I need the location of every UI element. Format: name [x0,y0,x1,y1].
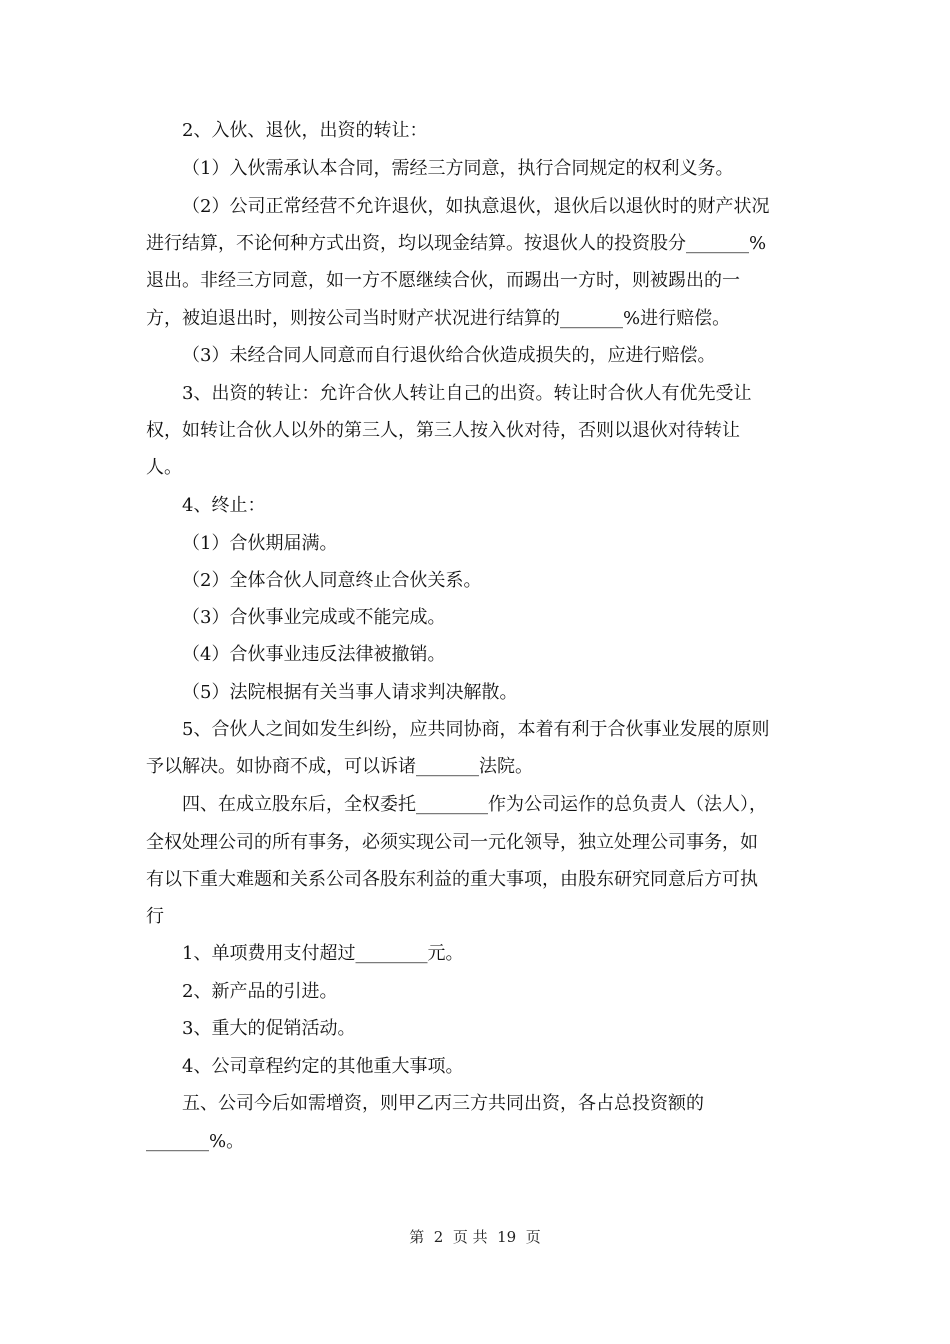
paragraph-line: 3、重大的促销活动。 [182,1018,356,1039]
paragraph-line: 予以解决。如协商不成，可以诉诸_______法院。 [146,756,533,777]
paragraph-line: （3）合伙事业完成或不能完成。 [182,607,446,628]
paragraph-line: 1、单项费用支付超过________元。 [182,943,464,964]
paragraph-line: 方，被迫退出时，则按公司当时财产状况进行结算的_______%进行赔偿。 [146,308,731,329]
paragraph-line: 退出。非经三方同意，如一方不愿继续合伙，而踢出一方时，则被踢出的一 [146,270,740,291]
paragraph-line: 2、入伙、退伙，出资的转让： [182,120,428,141]
paragraph-line: 行 [146,906,164,927]
paragraph-line: 人。 [146,457,182,478]
paragraph-line: （3）未经合同人同意而自行退伙给合伙造成损失的，应进行赔偿。 [182,345,716,366]
paragraph-line: （2）全体合伙人同意终止合伙关系。 [182,570,482,591]
paragraph-line: 有以下重大难题和关系公司各股东利益的重大事项，由股东研究同意后方可执 [146,869,758,890]
paragraph-line: 4、终止： [182,495,266,516]
paragraph-line: 4、公司章程约定的其他重大事项。 [182,1056,464,1077]
paragraph-line: 3、出资的转让：允许合伙人转让自己的出资。转让时合伙人有优先受让 [182,383,752,404]
paragraph-line: （1）合伙期届满。 [182,533,338,554]
paragraph-line: （5）法院根据有关当事人请求判决解散。 [182,682,518,703]
paragraph-line: 全权处理公司的所有事务，必须实现公司一元化领导，独立处理公司事务，如 [146,832,758,853]
page-number-footer: 第 2 页 共 19 页 [409,1228,541,1246]
paragraph-line: 权，如转让合伙人以外的第三人，第三人按入伙对待，否则以退伙对待转让 [146,420,740,441]
paragraph-line: 五、公司今后如需增资，则甲乙丙三方共同出资，各占总投资额的 [182,1093,704,1114]
paragraph-line: （4）合伙事业违反法律被撤销。 [182,644,446,665]
paragraph-line: 2、新产品的引进。 [182,981,338,1002]
paragraph-line: 四、在成立股东后，全权委托________作为公司运作的总负责人（法人）， [182,794,767,815]
paragraph-line: _______%。 [146,1131,245,1152]
paragraph-line: （1）入伙需承认本合同，需经三方同意，执行合同规定的权利义务。 [182,158,734,179]
paragraph-line: 进行结算，不论何种方式出资，均以现金结算。按退伙人的投资股分_______% [146,233,767,254]
paragraph-line: （2）公司正常经营不允许退伙，如执意退伙，退伙后以退伙时的财产状况 [182,196,770,217]
paragraph-line: 5、合伙人之间如发生纠纷，应共同协商，本着有利于合伙事业发展的原则 [182,719,770,740]
